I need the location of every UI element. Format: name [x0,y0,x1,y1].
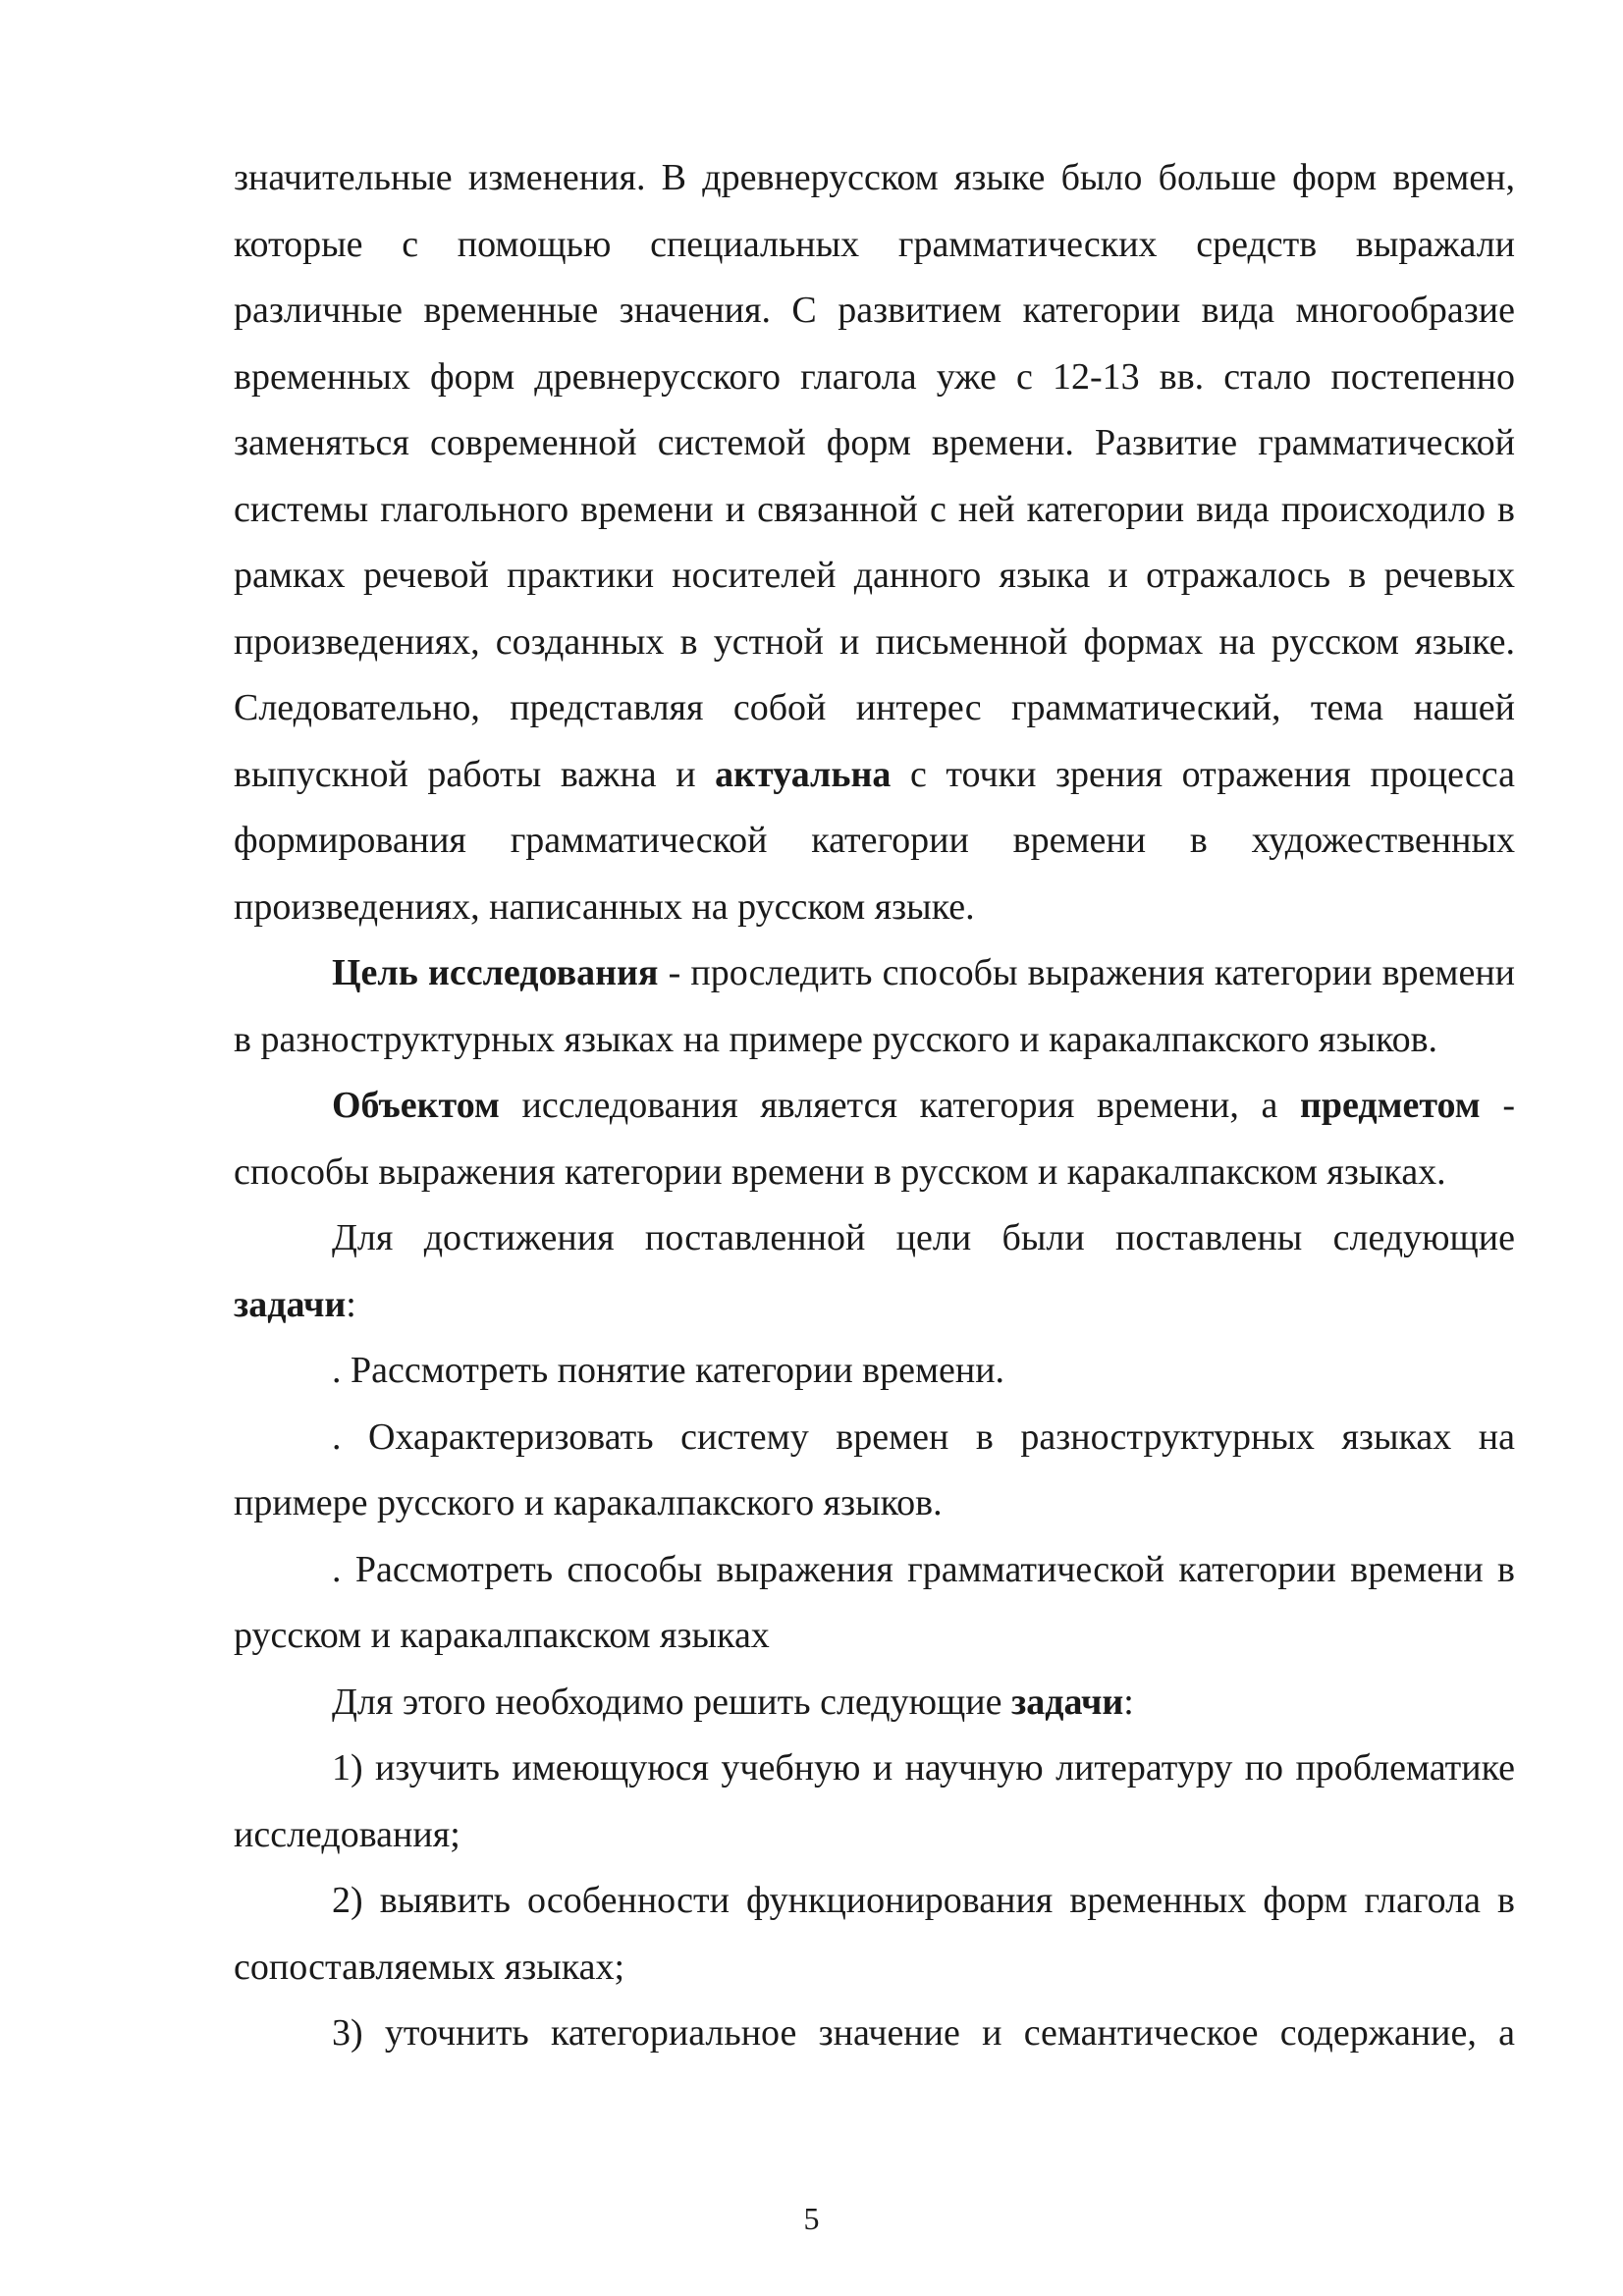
bold-term: задачи [234,1283,347,1325]
text-run: Для этого необходимо решить следующие [332,1681,1011,1723]
text-run: - проследить способы выражения категории времени в разноструктурных языках на примере русского и каракалпакского языков. [234,952,1515,1060]
paragraph [234,1868,1515,2001]
paragraph [234,1405,1515,1537]
bold-term: задачи [1010,1681,1124,1723]
paragraph [234,1073,1515,1205]
text-run: 2) выявить особенности функционирования временных форм глагола в сопоставляемых языках; [234,1880,1515,1988]
paragraph [234,1205,1515,1338]
paragraph [234,1735,1515,1868]
text-run: 3) уточнить категориальное значение и семантическое содержание, а [332,2012,1515,2054]
text-run: значительные изменения. В древнерусском языке было больше форм времен, которые с помощью специальных грамматических средств выражали различные временные значения. С развитием категории вида многообразие временных форм древнерусского глагола уже с 12-13 вв. стало постепенно заменяться современной системой форм времени. Развитие грамматической системы глагольного времени и связанной с ней категории вида происходило в рамках речевой практики носителей данного языка и отражалось в речевых произведениях, созданных в устной и письменной формах на русском языке. Следовательно, представляя собой интерес грамматический, тема нашей выпускной работы важна и [234,157,1515,795]
text-run: - способы выражения категории времени в русском и каракалпакском языках. [234,1085,1515,1193]
text-run: . Рассмотреть понятие категории времени. [332,1350,1005,1391]
body-text [234,145,1515,2067]
text-run: . Рассмотреть способы выражения грамматической категории времени в русском и каракалпакском языках [234,1548,1515,1656]
paragraph [234,940,1515,1073]
bold-term: актуальна [715,753,892,795]
text-run: : [346,1283,356,1325]
text-run: Для достижения поставленной цели были поставлены следующие [332,1217,1515,1258]
paragraph [234,2001,1515,2067]
text-run: исследования является категория времени, а [499,1085,1300,1126]
bold-term: Объектом [332,1085,500,1126]
paragraph [234,1338,1515,1405]
bold-term: Цель исследования [332,952,659,993]
text-run: с точки зрения отражения процесса формирования грамматической категории времени в художественных произведениях, написанных на русском языке. [234,753,1515,928]
page-number: 5 [803,2201,820,2236]
bold-term: предметом [1300,1085,1481,1126]
paragraph [234,1537,1515,1670]
text-run: : [1123,1681,1134,1723]
paragraph [234,1670,1515,1736]
paragraph [234,145,1515,940]
text-run: . Охарактеризовать систему времен в разноструктурных языках на примере русского и каракалпакского языков. [234,1415,1515,1523]
text-run: 1) изучить имеющуюся учебную и научную литературу по проблематике исследования; [234,1747,1515,1855]
